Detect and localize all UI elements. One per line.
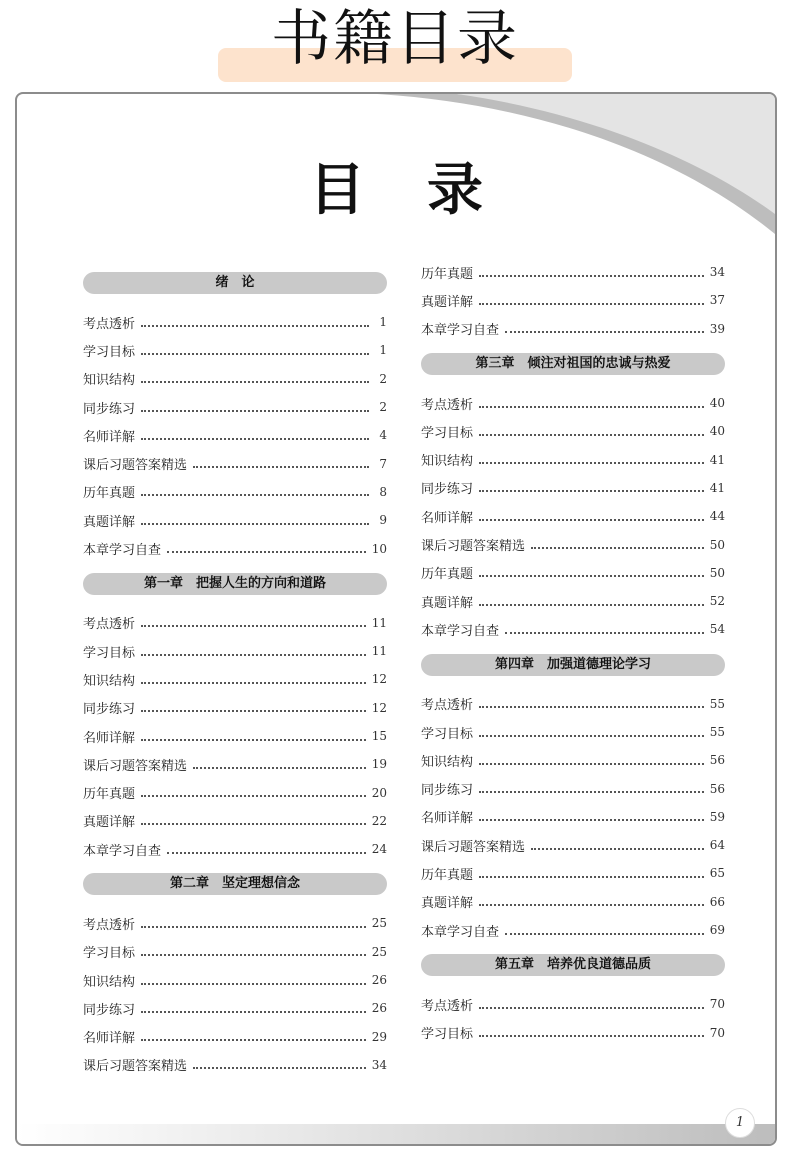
toc-entry-page: 29: [371, 1029, 387, 1044]
toc-entry-label: 历年真题: [421, 867, 474, 883]
toc-entry[interactable]: [83, 308, 387, 336]
toc-entry-page: 24: [371, 842, 387, 857]
dot-leader: [479, 603, 704, 606]
spacer: [421, 644, 725, 654]
dot-leader: [531, 546, 704, 549]
dot-leader: [479, 790, 704, 793]
dot-leader: [479, 1034, 704, 1037]
toc-entry-label: 真题详解: [421, 294, 474, 310]
toc-entry[interactable]: [421, 718, 725, 746]
dot-leader: [141, 925, 366, 928]
toc-entry-label: 知识结构: [421, 454, 474, 470]
toc-entry-label: 同步练习: [421, 783, 474, 799]
toc-entry[interactable]: [421, 690, 725, 718]
chapter-title[interactable]: 第三章 倾注对祖国的忠诚与热爱: [421, 353, 725, 375]
toc-entry-label: 考点透析: [83, 316, 136, 332]
toc-entry[interactable]: [421, 803, 725, 831]
toc-entry-label: 真题详解: [421, 896, 474, 912]
toc-entry-label: 考点透析: [83, 617, 136, 633]
dot-leader: [479, 433, 704, 436]
dot-leader: [479, 574, 704, 577]
toc-entry-label: 真题详解: [83, 815, 136, 831]
dot-leader: [141, 380, 369, 383]
toc-entry-page: 7: [379, 456, 387, 471]
toc-entry-label: 本章学习自查: [421, 623, 500, 639]
toc-entry-page: 55: [709, 696, 725, 711]
dot-leader: [505, 631, 704, 634]
dot-leader: [479, 875, 704, 878]
dot-leader: [167, 851, 366, 854]
toc-entry-page: 54: [709, 622, 725, 637]
toc-entry-page: 55: [709, 725, 725, 739]
dot-leader: [141, 352, 369, 355]
toc-entry-label: 历年真题: [83, 787, 136, 803]
toc-entry-page: 41: [709, 480, 725, 495]
toc-entry-label: 同步练习: [83, 1002, 136, 1018]
toc-entry[interactable]: [421, 1019, 725, 1047]
toc-entry-label: 名师详解: [421, 811, 474, 827]
toc-page: [15, 92, 777, 1146]
toc-entry[interactable]: [421, 559, 725, 587]
toc-entry-page: 15: [371, 729, 387, 743]
dot-leader: [193, 465, 369, 468]
toc-entry[interactable]: [83, 909, 387, 937]
toc-entry-label: 本章学习自查: [83, 843, 162, 859]
toc-entry-label: 知识结构: [83, 673, 136, 689]
toc-entry[interactable]: [421, 774, 725, 802]
dot-leader: [141, 794, 366, 797]
toc-entry-page: 65: [709, 866, 725, 881]
toc-entry-page: 56: [709, 781, 725, 796]
toc-entry[interactable]: [421, 615, 725, 643]
toc-entry[interactable]: [421, 315, 725, 343]
toc-entry-page: 26: [371, 1001, 387, 1016]
chapter-title[interactable]: 第五章 培养优良道德品质: [421, 954, 725, 976]
toc-entry[interactable]: [83, 835, 387, 863]
dot-leader: [141, 953, 366, 956]
toc-entry[interactable]: [83, 694, 387, 722]
toc-entry-page: 11: [371, 615, 387, 630]
dot-leader: [479, 518, 704, 521]
toc-entry[interactable]: [83, 478, 387, 506]
toc-entry-page: 8: [379, 484, 387, 499]
dot-leader: [479, 734, 704, 737]
toc-entry[interactable]: [83, 421, 387, 449]
toc-column-left: [83, 272, 387, 1079]
dot-leader: [479, 274, 704, 277]
toc-entry[interactable]: [421, 746, 725, 774]
chapter-title[interactable]: 第一章 把握人生的方向和道路: [83, 573, 387, 595]
dot-leader: [141, 324, 369, 327]
spacer: [83, 294, 387, 308]
toc-entry[interactable]: [83, 506, 387, 534]
toc-entry-page: 50: [709, 565, 725, 580]
toc-entry-label: 历年真题: [83, 486, 136, 502]
toc-entry-label: 真题详解: [83, 514, 136, 530]
spacer: [421, 375, 725, 389]
toc-entry-page: 19: [371, 757, 387, 772]
toc-entry-label: 本章学习自查: [421, 924, 500, 940]
toc-entry[interactable]: [83, 807, 387, 835]
toc-entry-label: 历年真题: [421, 567, 474, 583]
toc-entry-page: 59: [709, 809, 725, 824]
toc-entry-label: 历年真题: [421, 266, 474, 282]
toc-entry[interactable]: [421, 990, 725, 1018]
toc-entry-label: 真题详解: [421, 595, 474, 611]
dot-leader: [193, 766, 366, 769]
toc-entry[interactable]: [83, 449, 387, 477]
toc-entry-label: 课后习题答案精选: [83, 758, 188, 774]
toc-entry-page: 70: [709, 997, 725, 1012]
toc-entry-page: 1: [379, 343, 387, 358]
toc-entry-label: 学习目标: [421, 726, 474, 742]
toc-entry-page: 12: [371, 700, 387, 715]
toc-entry[interactable]: [421, 258, 725, 286]
toc-entry-label: 课后习题答案精选: [421, 839, 526, 855]
page-number: 1: [725, 1108, 755, 1138]
dot-leader: [141, 624, 366, 627]
toc-entry-label: 名师详解: [421, 510, 474, 526]
dot-leader: [479, 302, 704, 305]
toc-entry-page: 25: [371, 944, 387, 959]
dot-leader: [141, 822, 366, 825]
spacer: [83, 563, 387, 573]
dot-leader: [479, 1006, 704, 1009]
dot-leader: [141, 738, 366, 741]
dot-leader: [141, 681, 366, 684]
dot-leader: [141, 709, 366, 712]
dot-leader: [141, 493, 369, 496]
toc-entry-label: 本章学习自查: [421, 323, 500, 339]
dot-leader: [505, 932, 704, 935]
toc-entry[interactable]: [421, 502, 725, 530]
toc-entry-label: 课后习题答案精选: [421, 539, 526, 555]
toc-entry-page: 22: [371, 813, 387, 828]
toc-entry-label: 同步练习: [421, 482, 474, 498]
toc-entry-page: 9: [379, 513, 387, 528]
toc-entry[interactable]: [421, 587, 725, 615]
spacer: [83, 895, 387, 909]
toc-entry-page: 4: [379, 428, 387, 443]
toc-entry[interactable]: [83, 1051, 387, 1079]
toc-entry-page: 10: [371, 541, 387, 556]
toc-entry-label: 知识结构: [83, 974, 136, 990]
toc-entry-page: 41: [709, 452, 725, 467]
dot-leader: [479, 461, 704, 464]
toc-entry-page: 37: [709, 293, 725, 308]
toc-heading: 目录: [309, 158, 545, 223]
dot-leader: [505, 330, 704, 333]
spacer: [421, 976, 725, 990]
toc-entry[interactable]: [421, 474, 725, 502]
toc-entry-page: 52: [709, 594, 725, 609]
dot-leader: [141, 437, 369, 440]
dot-leader: [479, 903, 704, 906]
chapter-title[interactable]: 第二章 坚定理想信念: [83, 873, 387, 895]
toc-entry-page: 66: [709, 894, 725, 909]
toc-entry-label: 同步练习: [83, 702, 136, 718]
toc-entry-label: 知识结构: [83, 373, 136, 389]
dot-leader: [141, 1038, 366, 1041]
toc-entry[interactable]: [83, 966, 387, 994]
chapter-title[interactable]: 绪 论: [83, 272, 387, 294]
toc-entry-label: 课后习题答案精选: [83, 1059, 188, 1075]
toc-entry-label: 同步练习: [83, 401, 136, 417]
toc-entry[interactable]: [83, 665, 387, 693]
toc-entry[interactable]: [421, 831, 725, 859]
spacer: [421, 944, 725, 954]
toc-entry[interactable]: [83, 938, 387, 966]
toc-entry-page: 2: [379, 371, 387, 386]
toc-entry-label: 考点透析: [421, 397, 474, 413]
toc-entry-label: 学习目标: [421, 425, 474, 441]
toc-entry[interactable]: [421, 859, 725, 887]
toc-entry-label: 考点透析: [421, 998, 474, 1014]
toc-column-right: [421, 258, 725, 1047]
toc-entry-page: 56: [709, 753, 725, 768]
toc-entry-page: 70: [709, 1025, 725, 1040]
toc-entry-label: 知识结构: [421, 754, 474, 770]
dot-leader: [141, 522, 369, 525]
toc-entry[interactable]: [421, 417, 725, 445]
toc-entry-label: 名师详解: [83, 429, 136, 445]
dot-leader: [479, 818, 704, 821]
toc-entry-page: 34: [709, 265, 725, 280]
footer-bar: [17, 1124, 775, 1144]
toc-entry-page: 12: [371, 672, 387, 687]
toc-entry-page: 44: [709, 509, 725, 524]
toc-entry[interactable]: [421, 445, 725, 473]
toc-entry-page: 34: [371, 1057, 387, 1072]
toc-entry[interactable]: [83, 722, 387, 750]
toc-entry[interactable]: [421, 530, 725, 558]
dot-leader: [479, 405, 704, 408]
toc-entry[interactable]: [83, 609, 387, 637]
toc-entry[interactable]: [421, 888, 725, 916]
dot-leader: [479, 489, 704, 492]
toc-entry-label: 学习目标: [83, 946, 136, 962]
banner-title: 书籍目录: [271, 4, 519, 74]
toc-entry-label: 考点透析: [421, 698, 474, 714]
toc-entry-label: 名师详解: [83, 1031, 136, 1047]
toc-entry-label: 课后习题答案精选: [83, 458, 188, 474]
toc-entry[interactable]: [83, 750, 387, 778]
dot-leader: [141, 982, 366, 985]
toc-entry[interactable]: [421, 286, 725, 314]
toc-entry-page: 40: [709, 396, 725, 411]
toc-entry-label: 本章学习自查: [83, 543, 162, 559]
toc-entry-page: 11: [371, 644, 387, 659]
dot-leader: [141, 409, 369, 412]
dot-leader: [479, 705, 704, 708]
toc-entry-label: 学习目标: [83, 344, 136, 360]
toc-entry-page: 26: [371, 973, 387, 988]
toc-entry[interactable]: [83, 637, 387, 665]
spacer: [421, 343, 725, 353]
toc-entry[interactable]: [421, 389, 725, 417]
dot-leader: [531, 847, 704, 850]
dot-leader: [141, 1010, 366, 1013]
toc-entry-page: 69: [709, 923, 725, 938]
toc-entry-page: 39: [709, 321, 725, 336]
toc-entry[interactable]: [83, 1023, 387, 1051]
toc-entry-page: 1: [379, 315, 387, 330]
spacer: [83, 863, 387, 873]
toc-entry-page: 50: [709, 537, 725, 552]
toc-entry-page: 64: [709, 838, 725, 853]
toc-entry[interactable]: [83, 393, 387, 421]
toc-entry-label: 考点透析: [83, 917, 136, 933]
toc-entry[interactable]: [83, 778, 387, 806]
toc-entry-label: 学习目标: [421, 1027, 474, 1043]
dot-leader: [479, 762, 704, 765]
spacer: [83, 595, 387, 609]
toc-entry-label: 名师详解: [83, 730, 136, 746]
chapter-title[interactable]: 第四章 加强道德理论学习: [421, 654, 725, 676]
dot-leader: [167, 550, 366, 553]
toc-entry[interactable]: [83, 534, 387, 562]
toc-entry-page: 2: [379, 400, 387, 415]
spacer: [421, 676, 725, 690]
toc-entry-page: 25: [371, 916, 387, 931]
toc-entry[interactable]: [83, 994, 387, 1022]
toc-entry-page: 20: [371, 785, 387, 800]
toc-entry-page: 40: [709, 424, 725, 439]
toc-entry[interactable]: [83, 336, 387, 364]
dot-leader: [193, 1066, 366, 1069]
toc-entry[interactable]: [83, 365, 387, 393]
toc-entry-label: 学习目标: [83, 645, 136, 661]
toc-entry[interactable]: [421, 916, 725, 944]
dot-leader: [141, 653, 366, 656]
